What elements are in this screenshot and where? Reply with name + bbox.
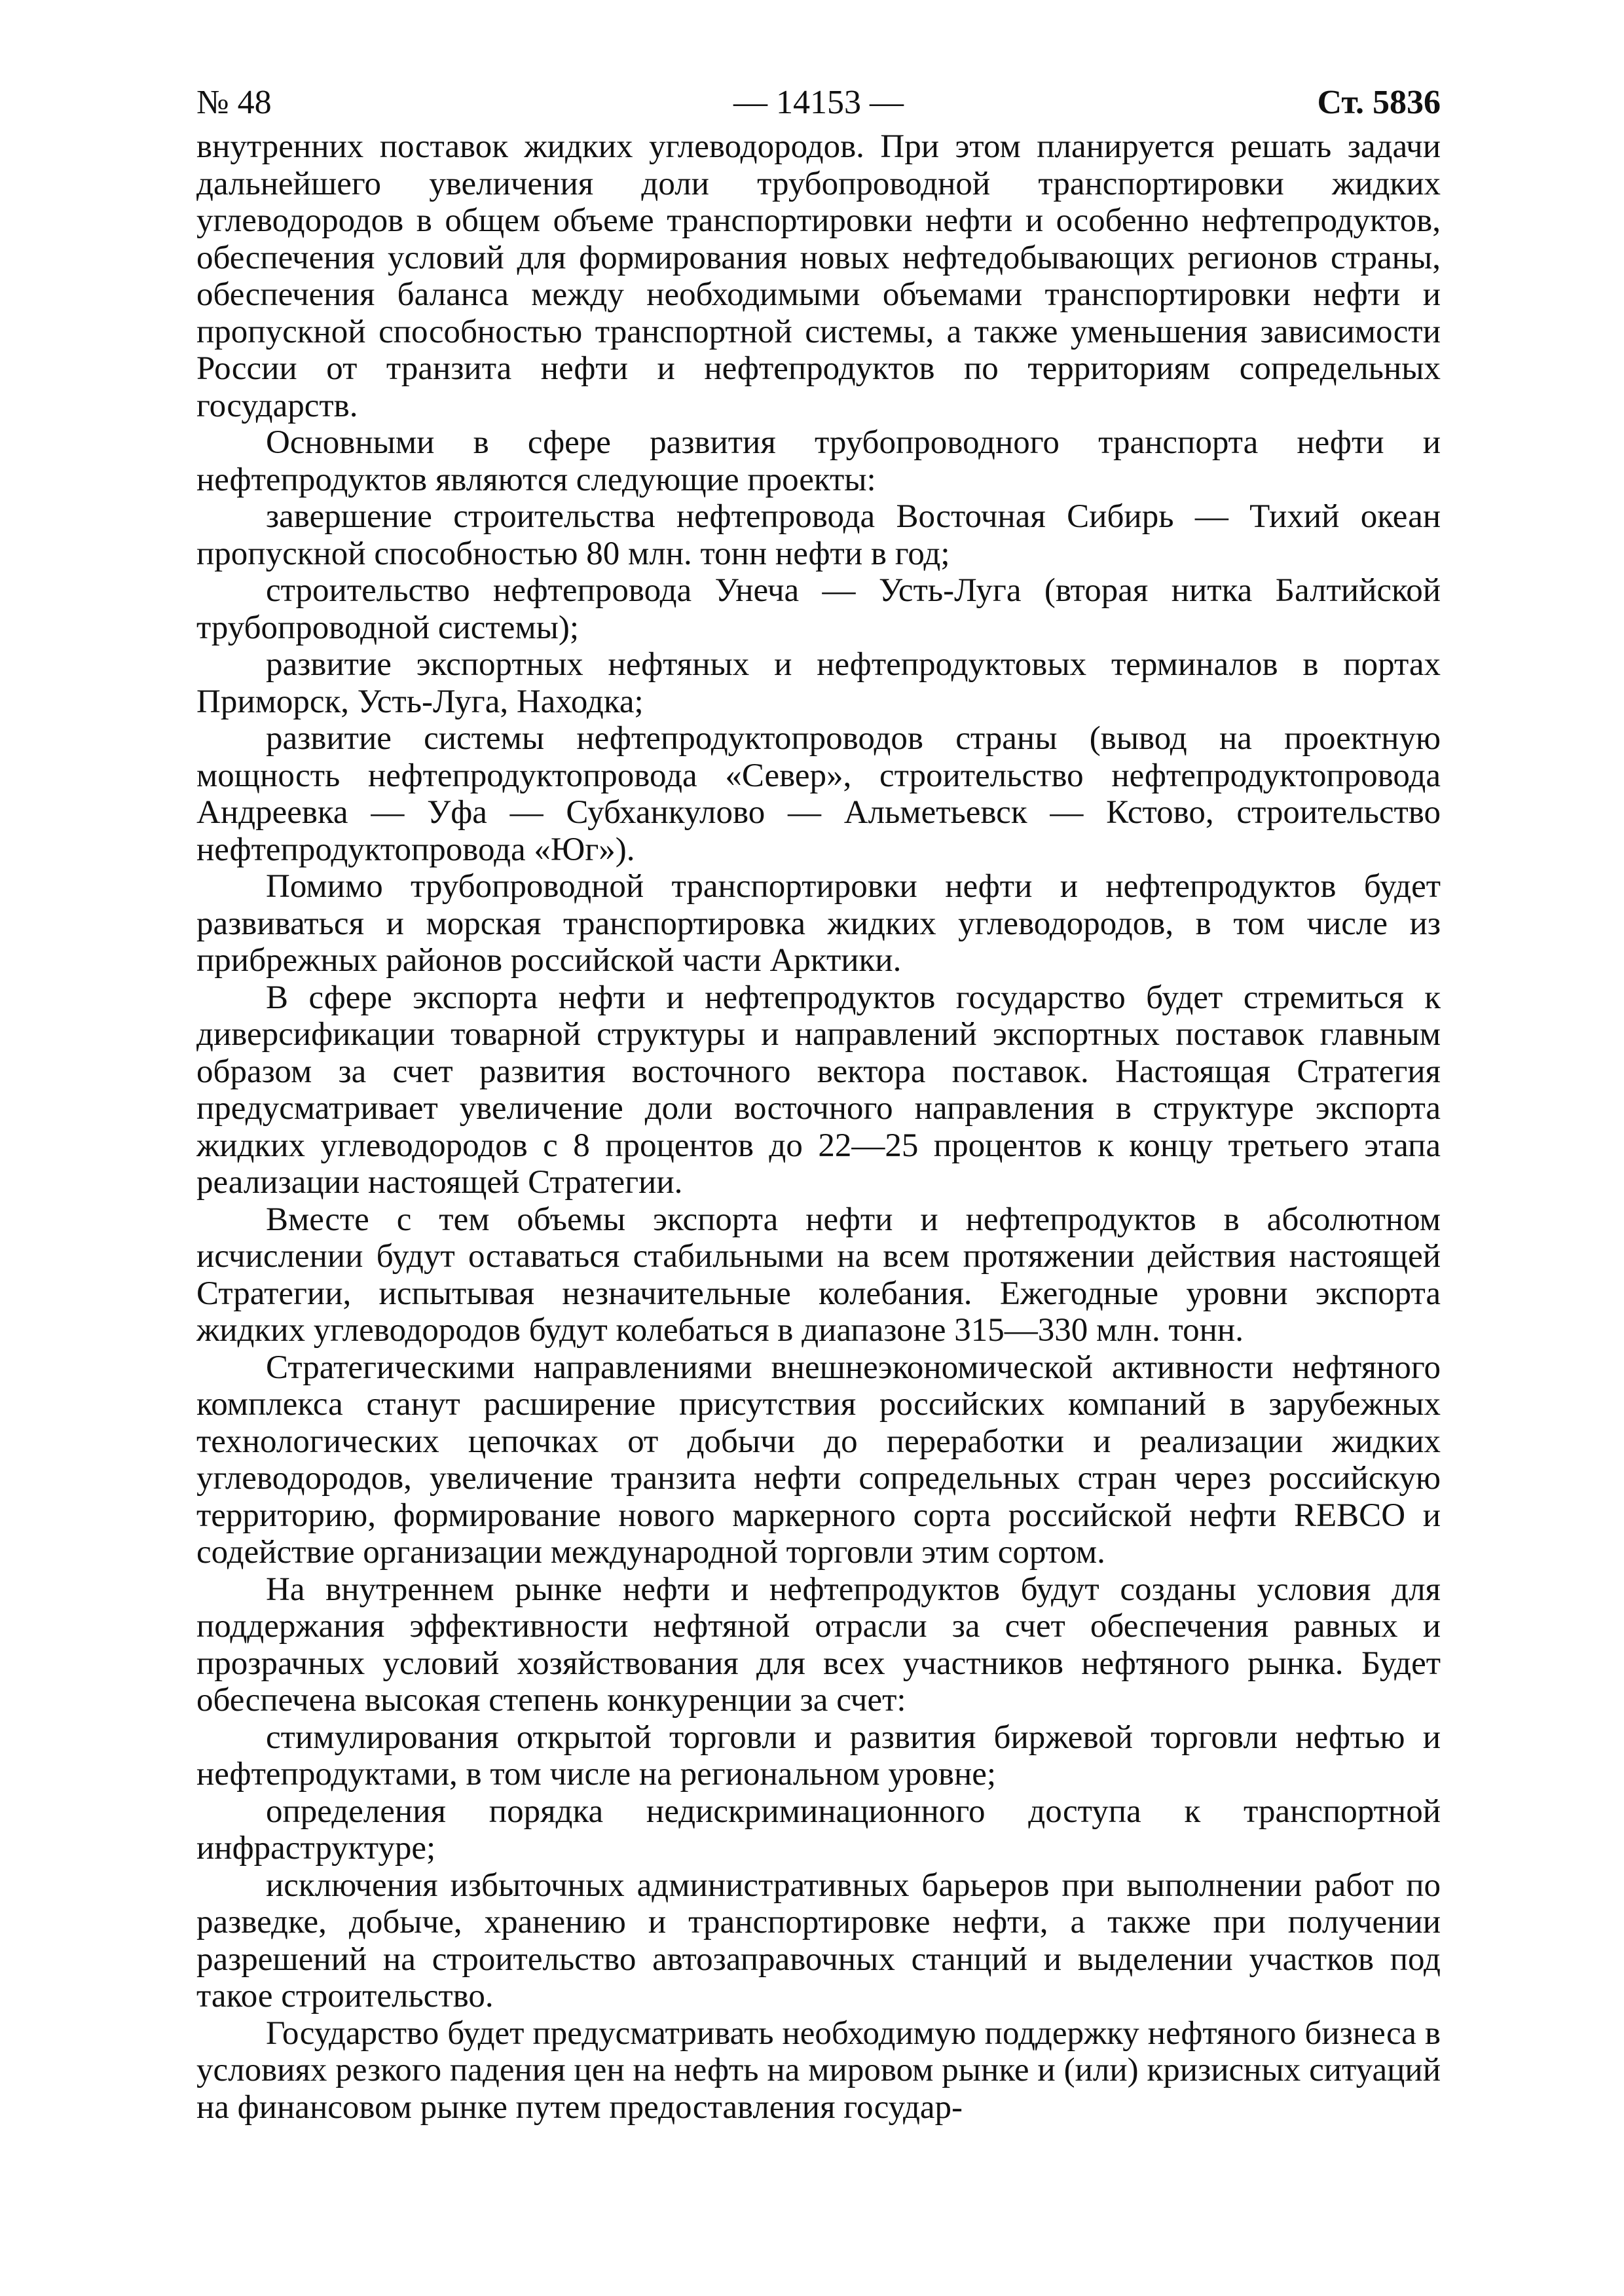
document-page	[196, 65, 1441, 2126]
list-item: завершение строительства нефтепровода Восточная Сибирь — Тихий океан пропускной способностью 80 млн. тонн нефти в год;	[196, 498, 1441, 572]
article-number: Ст. 5836	[1317, 84, 1441, 121]
page-number: — 14153 —	[733, 84, 904, 121]
list-item: определения порядка недискриминационного доступа к транспортной инфраструктуре;	[196, 1793, 1441, 1867]
list-item: развитие экспортных нефтяных и нефтепродуктовых терминалов в портах Приморск, Усть-Луга, Находка;	[196, 646, 1441, 720]
paragraph: Государство будет предусматривать необходимую поддержку нефтяного бизнеса в условиях резкого падения цен на нефть на мировом рынке и (или) кризисных ситуаций на финансовом рынке путем предоставления государ-	[196, 2014, 1441, 2126]
list-item: стимулирования открытой торговли и развития биржевой торговли нефтью и нефтепродуктами, в том числе на региональном уровне;	[196, 1719, 1441, 1793]
list-item: исключения избыточных административных барьеров при выполнении работ по разведке, добыче, хранению и транспортировке нефти, а также при получении разрешений на строительство автозаправочных станций и выделении участков под такое строительство.	[196, 1867, 1441, 2014]
body-text	[196, 128, 1441, 2126]
paragraph: Помимо трубопроводной транспортировки нефти и нефтепродуктов будет развиваться и морская транспортировка жидких углеводородов, в том числе из прибрежных районов российской части Арктики.	[196, 868, 1441, 979]
paragraph: Основными в сфере развития трубопроводного транспорта нефти и нефтепродуктов являются следующие проекты:	[196, 424, 1441, 498]
running-header	[196, 65, 1441, 124]
paragraph: На внутреннем рынке нефти и нефтепродуктов будут созданы условия для поддержания эффективности нефтяной отрасли за счет обеспечения равных и прозрачных условий хозяйствования для всех участников нефтяного рынка. Будет обеспечена высокая степень конкуренции за счет:	[196, 1571, 1441, 1719]
list-item: строительство нефтепровода Унеча — Усть-Луга (вторая нитка Балтийской трубопроводной системы);	[196, 572, 1441, 646]
paragraph: Стратегическими направлениями внешнеэкономической активности нефтяного комплекса станут расширение присутствия российских компаний в зарубежных технологических цепочках от добычи до переработки и реализации жидких углеводородов, увеличение транзита нефти сопредельных стран через российскую территорию, формирование нового маркерного сорта российской нефти REBCO и содействие организации международной торговли этим сортом.	[196, 1349, 1441, 1571]
paragraph-continuation: внутренних поставок жидких углеводородов. При этом планируется решать задачи дальнейшего увеличения доли трубопроводной транспортировки жидких углеводородов в общем объеме транспортировки нефти и особенно нефтепродуктов, обеспечения условий для формирования новых нефтедобывающих регионов страны, обеспечения баланса между необходимыми объемами транспортировки нефти и пропускной способностью транспортной системы, а также уменьшения зависимости России от транзита нефти и нефтепродуктов по территориям сопредельных государств.	[196, 128, 1441, 424]
paragraph: В сфере экспорта нефти и нефтепродуктов государство будет стремиться к диверсификации товарной структуры и направлений экспортных поставок главным образом за счет развития восточного вектора поставок. Настоящая Стратегия предусматривает увеличение доли восточного направления в структуре экспорта жидких углеводородов с 8 процентов до 22—25 процентов к концу третьего этапа реализации настоящей Стратегии.	[196, 979, 1441, 1201]
paragraph: Вместе с тем объемы экспорта нефти и нефтепродуктов в абсолютном исчислении будут оставаться стабильными на всем протяжении действия настоящей Стратегии, испытывая незначительные колебания. Ежегодные уровни экспорта жидких углеводородов будут колебаться в диапазоне 315—330 млн. тонн.	[196, 1201, 1441, 1349]
issue-number: № 48	[196, 84, 272, 121]
list-item: развитие системы нефтепродуктопроводов страны (вывод на проектную мощность нефтепродуктопровода «Север», строительство нефтепродуктопровода Андреевка — Уфа — Субханкулово — Альметьевск — Кстово, строительство нефтепродуктопровода «Юг»).	[196, 720, 1441, 868]
